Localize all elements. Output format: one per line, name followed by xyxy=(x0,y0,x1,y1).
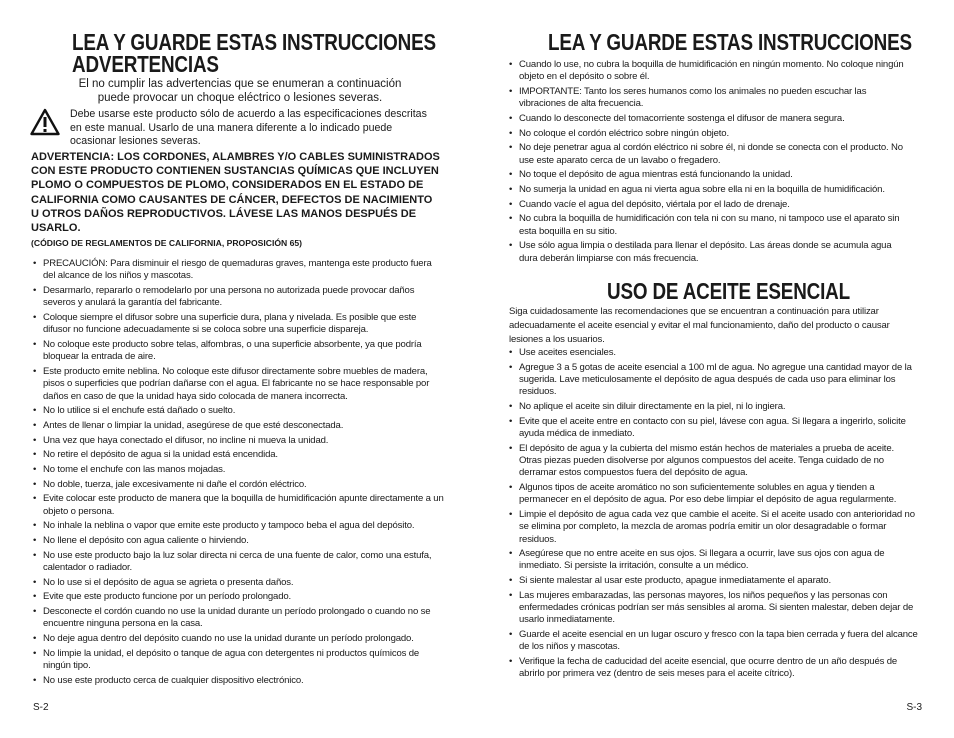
page-title: LEA Y GUARDE ESTAS INSTRUCCIONES xyxy=(548,29,912,55)
list-item: • IMPORTANTE: Tanto los seres humanos como los animales no pueden escuchar las vibraciones de alta frecuencia. xyxy=(509,86,909,111)
list-item: • Asegúrese que no entre aceite en sus ojos. Si llegara a ocurrir, lave sus ojos con agua de inmediato. Si persiste la irritación, consulte a un médico. xyxy=(509,548,919,573)
list-item: • No coloque este producto sobre telas, alfombras, o una superficie absorbente, ya que podría bloquear la entrada de aire. xyxy=(33,339,445,364)
page-number: S-2 xyxy=(33,702,49,713)
list-item: • No retire el depósito de agua si la unidad está encendida. xyxy=(33,449,445,461)
warnings-list-continued xyxy=(509,59,909,267)
list-item: • Desarmarlo, repararlo o remodelarlo por una persona no autorizada puede provocar daños severos y anulará la garantía del fabricante. xyxy=(33,285,445,310)
list-item: • No deje agua dentro del depósito cuando no use la unidad durante un período prolongado. xyxy=(33,633,445,645)
list-item: • El depósito de agua y la cubierta del mismo están hechos de materiales a prueba de aceite. Otras piezas pueden disolverse por algunos compuestos del aceite. Tenga cuidado de no derramar estos compuestos fuera del depósito de agua. xyxy=(509,443,919,480)
list-item: • PRECAUCIÓN: Para disminuir el riesgo de quemaduras graves, mantenga este producto fuera del alcance de los niños y mascotas. xyxy=(33,258,445,283)
essential-oil-intro: Siga cuidadosamente las recomendaciones que se encuentran a continuación para utilizar adecuadamente el aceite esencial y evitar el mal funcionamiento, daño del producto o causar lesiones a los usuarios. xyxy=(509,306,890,345)
list-item: • No llene el depósito con agua caliente o hirviendo. xyxy=(33,535,445,547)
prop65-code-reference: (CÓDIGO DE REGLAMENTOS DE CALIFORNIA, PROPOSICIÓN 65) xyxy=(31,238,303,248)
list-item: • No inhale la neblina o vapor que emite este producto y tampoco beba el agua del depósito. xyxy=(33,520,445,532)
list-item: • Evite que este producto funcione por un período prolongado. xyxy=(33,591,445,603)
list-item: • No deje penetrar agua al cordón eléctrico ni sobre él, ni donde se conecta con el producto. No use este aparato cerca de un lavabo o fregadero. xyxy=(509,142,909,167)
list-item: • Cuando lo desconecte del tomacorriente sostenga el difusor de manera segura. xyxy=(509,113,909,125)
essential-oil-list xyxy=(509,347,919,683)
list-item: • Coloque siempre el difusor sobre una superficie dura, plana y nivelada. Es posible que este difusor no funcione adecuadamente si se coloca sobre una superficie dispareja. xyxy=(33,312,445,337)
list-item: • No coloque el cordón eléctrico sobre ningún objeto. xyxy=(509,128,909,140)
page-number: S-3 xyxy=(906,702,922,713)
list-item: • Si siente malestar al usar este producto, apague inmediatamente el aparato. xyxy=(509,575,919,587)
list-item: • Desconecte el cordón cuando no use la unidad durante un período prolongado o cuando no se encuentre ninguna persona en la casa. xyxy=(33,606,445,631)
list-item: • Antes de llenar o limpiar la unidad, asegúrese de que esté desconectada. xyxy=(33,420,445,432)
list-item: • No aplique el aceite sin diluir directamente en la piel, ni lo ingiera. xyxy=(509,401,919,413)
list-item: • Cuando vacíe el agua del depósito, viértala por el lado de drenaje. xyxy=(509,199,909,211)
list-item: • Evite colocar este producto de manera que la boquilla de humidificación apunte directamente a un objeto o persona. xyxy=(33,493,445,518)
list-item: • No toque el depósito de agua mientras está funcionando la unidad. xyxy=(509,169,909,181)
list-item: • No lo utilice si el enchufe está dañado o suelto. xyxy=(33,405,445,417)
list-item: • Evite que el aceite entre en contacto con su piel, lávese con agua. Si llegara a ingerirlo, solicite ayuda médica de inmediato. xyxy=(509,416,919,441)
list-item: • No doble, tuerza, jale excesivamente ni dañe el cordón eléctrico. xyxy=(33,479,445,491)
list-item: • No use este producto bajo la luz solar directa ni cerca de una fuente de calor, como una estufa, calentador o radiador. xyxy=(33,550,445,575)
list-item: • Algunos tipos de aceite aromático no son suficientemente solubles en agua y tienden a permanecer en el depósito de agua. Por eso debe limpiar el depósito de agua regularmente. xyxy=(509,482,919,507)
section-title-aceite-esencial: USO DE ACEITE ESENCIAL xyxy=(607,278,851,304)
list-item: • No lo use si el depósito de agua se agrieta o presenta daños. xyxy=(33,577,445,589)
section-title-advertencias: ADVERTENCIAS xyxy=(72,51,219,77)
list-item: • No cubra la boquilla de humidificación con tela ni con su mano, ni tampoco use el aparato sin esta boquilla en su sitio. xyxy=(509,213,909,238)
list-item: • No limpie la unidad, el depósito o tanque de agua con detergentes ni productos químicos de ningún tipo. xyxy=(33,648,445,673)
list-item: • Use aceites esenciales. xyxy=(509,347,919,359)
warning-text: Debe usarse este producto sólo de acuerdo a las especificaciones descritas en este manual. Usarlo de una manera diferente a lo indicado puede ocasionar lesiones severas. xyxy=(70,108,427,148)
list-item: • Una vez que haya conectado el difusor, no incline ni mueva la unidad. xyxy=(33,435,445,447)
list-item: • Limpie el depósito de agua cada vez que cambie el aceite. Si el aceite usado con anterioridad no se elimina por completo, la mezcla de aromas podría emitir un olor desagradable o formar residuos. xyxy=(509,509,919,546)
list-item: • Use sólo agua limpia o destilada para llenar el depósito. Las áreas donde se acumula agua dura deberán limpiarse con más frecuencia. xyxy=(509,240,909,265)
warnings-list xyxy=(33,258,445,689)
list-item: • Verifique la fecha de caducidad del aceite esencial, que ocurre dentro de un año después de abrirlo por primera vez (dentro de seis meses para el aceite cítrico). xyxy=(509,656,919,681)
list-item: • Este producto emite neblina. No coloque este difusor directamente sobre muebles de madera, pisos o superficies que podrían dañarse con el agua. El fabricante no se hace responsable por daños en caso de que la unidad haya sido colocada de manera incorrecta. xyxy=(33,366,445,403)
warnings-intro: El no cumplir las advertencias que se enumeran a continuación puede provocar un choque eléctrico o lesiones severas. xyxy=(78,78,402,104)
list-item: • Las mujeres embarazadas, las personas mayores, los niños pequeños y las personas con enfermedades crónicas podrían ser más sensibles al aroma. Si sienten malestar, deben dejar de usarlo inmediatamente. xyxy=(509,590,919,627)
page-title: LEA Y GUARDE ESTAS INSTRUCCIONES xyxy=(72,29,436,55)
list-item: • Cuando lo use, no cubra la boquilla de humidificación en ningún momento. No coloque ningún objeto en el depósito o sobre él. xyxy=(509,59,909,84)
list-item: • No sumerja la unidad en agua ni vierta agua sobre ella ni en la boquilla de humidificación. xyxy=(509,184,909,196)
right-page xyxy=(477,0,954,738)
prop65-warning: ADVERTENCIA: LOS CORDONES, ALAMBRES Y/O CABLES SUMINISTRADOS CON ESTE PRODUCTO CONTIENEN SUSTANCIAS QUÍMICAS QUE INCLUYEN PLOMO O COMPUESTOS DE PLOMO, CONSIDERADOS EN EL ESTADO DE CALIFORNIA COMO CAUSANTES DE CÁNCER, DEFECTOS DE NACIMIENTO U OTROS DAÑOS REPRODUCTIVOS. LÁVESE LAS MANOS DESPUÉS DE USARLO. xyxy=(31,151,440,235)
list-item: • Agregue 3 a 5 gotas de aceite esencial a 100 ml de agua. No agregue una cantidad mayor de la sugerida. Lave meticulosamente el depósito de agua después de cada uso para eliminar los residuos. xyxy=(509,362,919,399)
list-item: • No tome el enchufe con las manos mojadas. xyxy=(33,464,445,476)
list-item: • No use este producto cerca de cualquier dispositivo electrónico. xyxy=(33,675,445,687)
warning-triangle-icon xyxy=(30,108,60,136)
list-item: • Guarde el aceite esencial en un lugar oscuro y fresco con la tapa bien cerrada y fuera del alcance de los niños y mascotas. xyxy=(509,629,919,654)
